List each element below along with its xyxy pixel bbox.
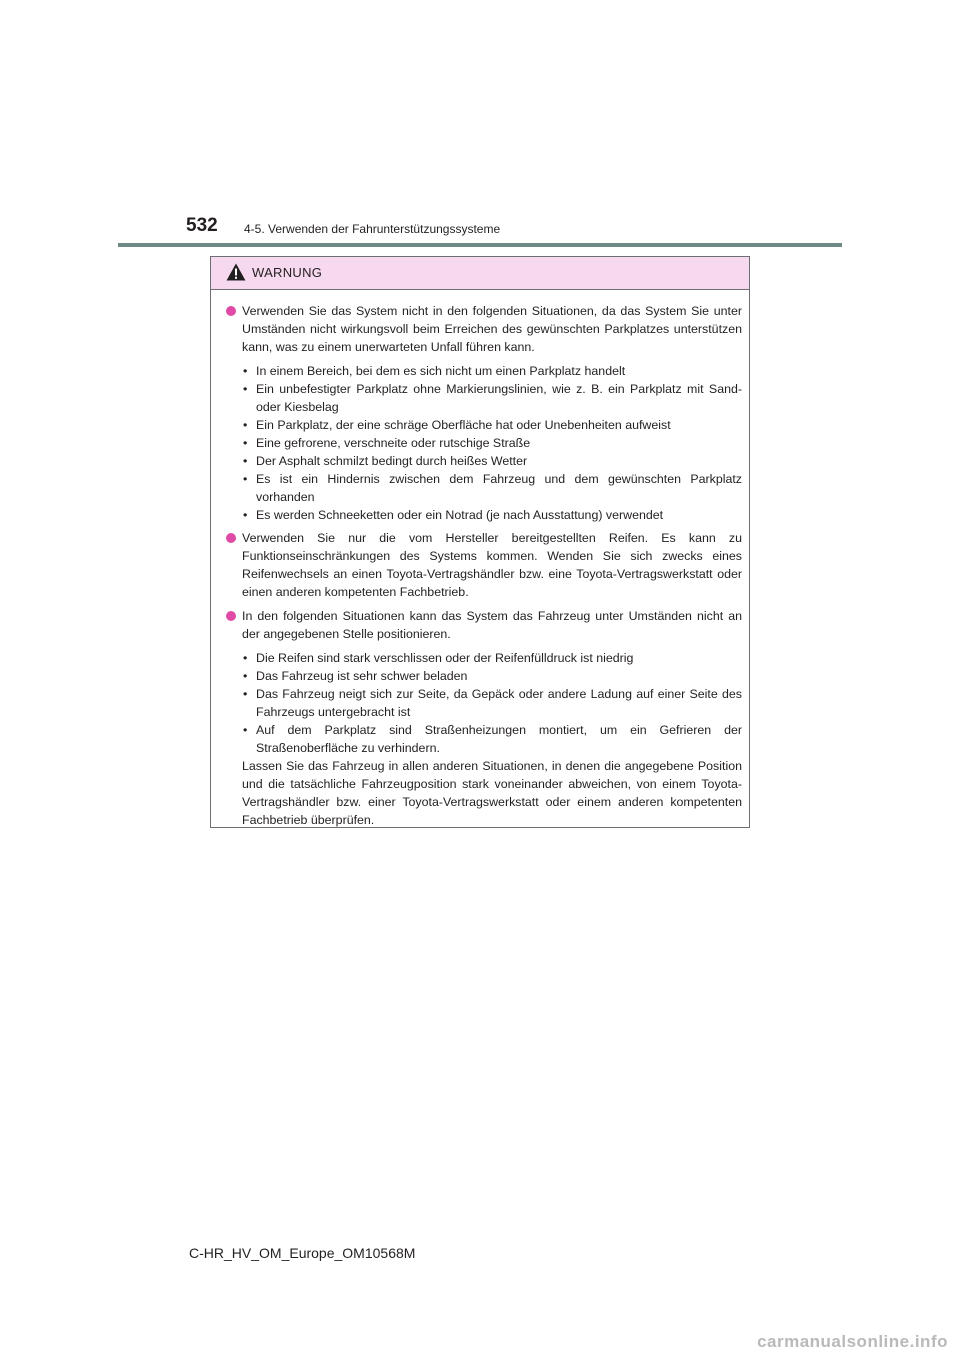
warning-paragraph-1 [223, 302, 742, 356]
header-divider [118, 243, 842, 247]
list-item: • Das Fahrzeug neigt sich zur Seite, da Gepäck oder andere Ladung auf einer Seite des Fahrzeugs untergebracht ist [242, 685, 742, 721]
warning-header [211, 257, 749, 290]
warning-paragraph-2-text: Verwenden Sie nur die vom Hersteller bereitgestellten Reifen. Es kann zu Funktionseinschränkungen des Systems kommen. Wenden Sie sich zwecks eines Reifenwechsels an einen Toyota-Vertragshändler bzw. eine Toyota-Vertragswerkstatt oder einen anderen kompetenten Fachbetrieb. [242, 531, 742, 599]
bullet-dot-icon [226, 533, 236, 543]
warning-paragraph-2 [223, 529, 742, 601]
warning-triangle-icon [226, 263, 246, 281]
warning-paragraph-3 [223, 607, 742, 643]
list-item: • Auf dem Parkplatz sind Straßenheizungen montiert, um ein Gefrieren der Straßenoberfläche zu verhindern. [242, 721, 742, 757]
warning-paragraph-3-text: In den folgenden Situationen kann das System das Fahrzeug unter Umständen nicht an der angegebenen Stelle positionieren. [242, 609, 742, 641]
list-item: • Ein unbefestigter Parkplatz ohne Markierungslinien, wie z. B. ein Parkplatz mit Sand- oder Kiesbelag [242, 380, 742, 416]
bullet-dot-icon [226, 611, 236, 621]
bullet-dot-icon [226, 306, 236, 316]
watermark: carmanualsonline.info [757, 1332, 948, 1351]
list-item: • Die Reifen sind stark verschlissen oder der Reifenfülldruck ist niedrig [242, 649, 742, 667]
list-item: • Der Asphalt schmilzt bedingt durch heißes Wetter [242, 452, 742, 470]
warning-title: WARNUNG [252, 265, 323, 280]
situation-list-1 [223, 362, 742, 524]
list-item: • Ein Parkplatz, der eine schräge Oberfläche hat oder Unebenheiten aufweist [242, 416, 742, 434]
situation-list-2 [223, 649, 742, 757]
list-item: • Es werden Schneeketten oder ein Notrad (je nach Ausstattung) verwendet [242, 506, 742, 524]
warning-closing-text: Lassen Sie das Fahrzeug in allen anderen Situationen, in denen die angegebene Position und die tatsächliche Fahrzeugposition stark voneinander abweichen, von einem Toyota-Vertragshändler bzw. einer Toyota-Vertragswerkstatt oder einem anderen kompetenten Fachbetrieb überprüfen. [242, 759, 742, 827]
list-item: • Das Fahrzeug ist sehr schwer beladen [242, 667, 742, 685]
warning-paragraph-1-text: Verwenden Sie das System nicht in den folgenden Situationen, da das System Sie unter Umständen nicht wirkungsvoll beim Erreichen des gewünschten Parkplatzes unterstützen kann, was zu einem unerwarteten Unfall führen kann. [242, 304, 742, 354]
warning-body [211, 290, 749, 829]
section-title: 4-5. Verwenden der Fahrunterstützungssysteme [244, 222, 501, 236]
document-code: C-HR_HV_OM_Europe_OM10568M [189, 1245, 416, 1261]
list-item: • Es ist ein Hindernis zwischen dem Fahrzeug und dem gewünschten Parkplatz vorhanden [242, 470, 742, 506]
page-number: 532 [186, 215, 218, 236]
list-item: • Eine gefrorene, verschneite oder rutschige Straße [242, 434, 742, 452]
list-item: • In einem Bereich, bei dem es sich nicht um einen Parkplatz handelt [242, 362, 742, 380]
warning-box [210, 256, 750, 828]
